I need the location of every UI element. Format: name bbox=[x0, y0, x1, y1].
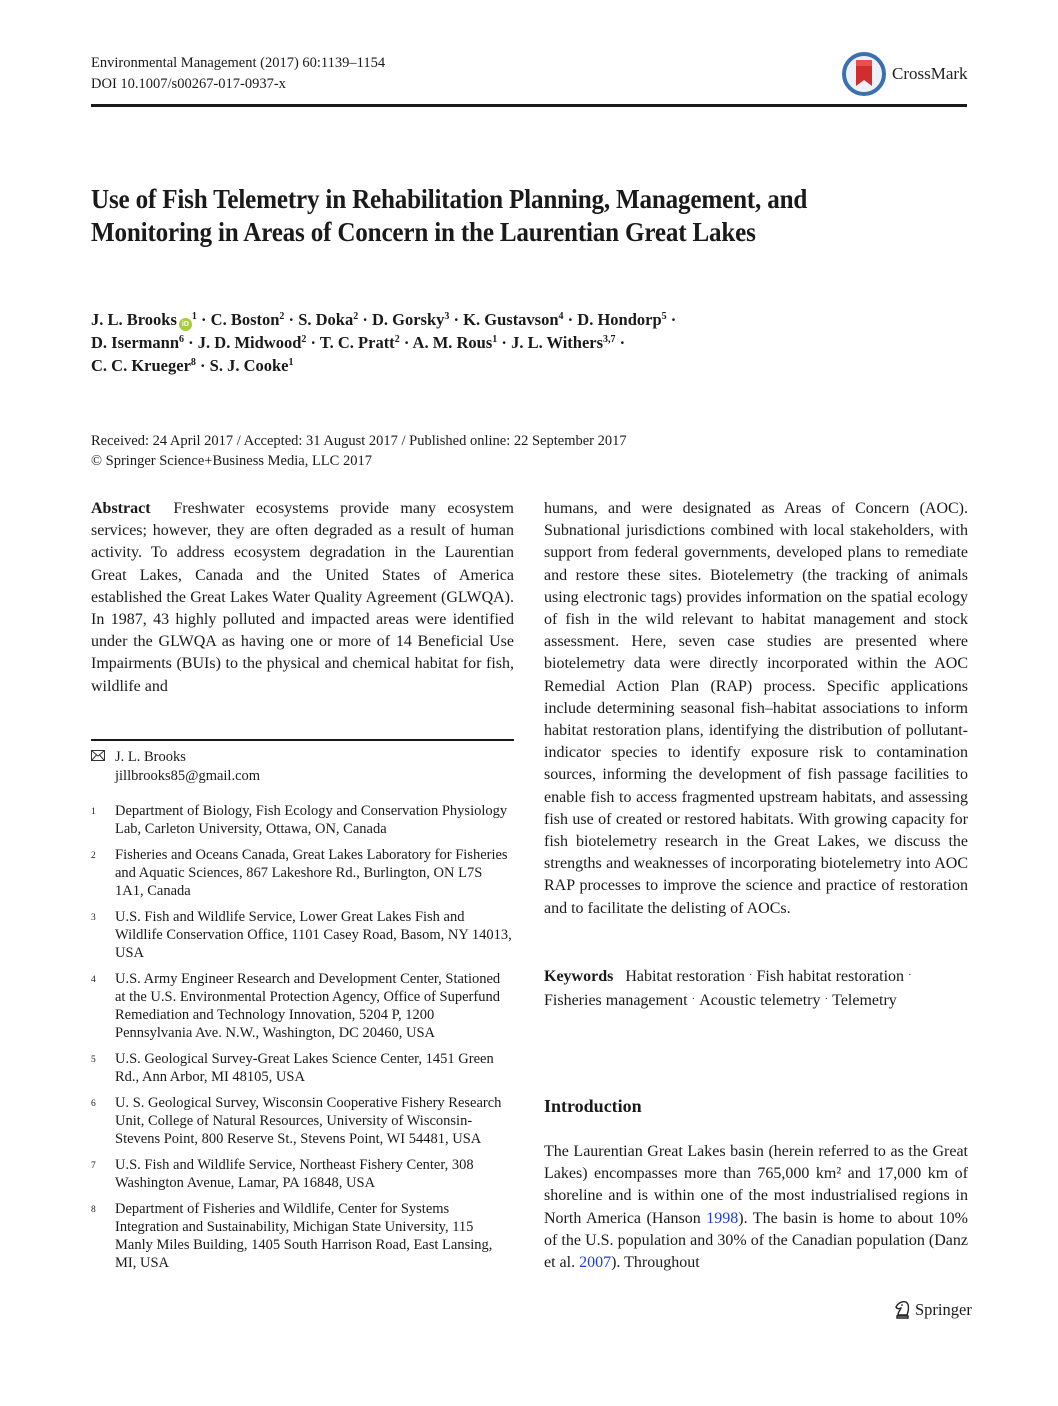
author bbox=[320, 333, 400, 352]
author-name: D. Gorsky bbox=[371, 310, 445, 329]
intro-text-part: ). Throughout bbox=[611, 1254, 700, 1272]
affiliation-text: U.S. Geological Survey-Great Lakes Science Center, 1451 Green Rd., Ann Arbor, MI 48105, USA bbox=[115, 1051, 494, 1085]
affiliation-number: 1 bbox=[91, 807, 96, 817]
author-name: D. Hondorp bbox=[577, 310, 662, 329]
author-separator: · bbox=[563, 310, 578, 329]
affiliation-number: 5 bbox=[91, 1055, 96, 1065]
corresponding-author: J. L. Brooks bbox=[115, 749, 186, 765]
affiliation-text: U.S. Fish and Wildlife Service, Northeast Fishery Center, 308 Washington Avenue, Lamar, PA 16848, USA bbox=[115, 1157, 474, 1191]
author-separator: · bbox=[184, 333, 198, 352]
keyword-separator: · bbox=[824, 993, 829, 1005]
author-name: C. Boston bbox=[210, 310, 280, 329]
author-separator: · bbox=[615, 333, 626, 352]
author bbox=[211, 310, 285, 329]
author bbox=[372, 310, 449, 329]
doi[interactable]: DOI 10.1007/s00267-017-0937-x bbox=[91, 76, 286, 92]
author bbox=[210, 356, 294, 375]
affiliation bbox=[91, 908, 514, 962]
author bbox=[91, 310, 197, 329]
author-name: S. J. Cooke bbox=[209, 356, 289, 375]
crossmark-badge[interactable] bbox=[842, 52, 968, 96]
affiliation-text: Department of Biology, Fish Ecology and Conservation Physiology Lab, Carleton University, Ottawa, ON, Canada bbox=[115, 803, 508, 837]
keyword-separator: · bbox=[748, 969, 753, 981]
author-name: J. L. Withers bbox=[511, 333, 604, 352]
author-affiliation-marker: 2 bbox=[279, 311, 285, 322]
journal-header bbox=[91, 53, 385, 95]
affiliation-number: 8 bbox=[91, 1205, 96, 1215]
author bbox=[413, 333, 498, 352]
abstract-left bbox=[91, 498, 514, 698]
author-name: C. C. Krueger bbox=[91, 356, 191, 375]
author-name: T. C. Pratt bbox=[319, 333, 395, 352]
author bbox=[577, 310, 666, 329]
author-affiliation-marker: 2 bbox=[301, 334, 307, 345]
affiliation bbox=[91, 970, 514, 1042]
author-name: A. M. Rous bbox=[412, 333, 493, 352]
author-affiliation-marker: 1 bbox=[288, 357, 294, 368]
author bbox=[91, 356, 196, 375]
citation-link[interactable]: 1998 bbox=[706, 1209, 739, 1227]
corresponding-email[interactable]: jillbrooks85@gmail.com bbox=[115, 768, 261, 784]
author-list bbox=[91, 308, 791, 377]
keyword: Fisheries management bbox=[544, 992, 688, 1009]
author bbox=[511, 333, 615, 352]
author-affiliation-marker: 3,7 bbox=[603, 334, 616, 345]
envelope-icon bbox=[91, 748, 107, 786]
author bbox=[298, 310, 358, 329]
affiliation bbox=[91, 1156, 514, 1192]
author-name: J. D. Midwood bbox=[197, 333, 302, 352]
footnote-divider bbox=[91, 739, 514, 741]
affiliation bbox=[91, 802, 514, 838]
author-name: J. L. Brooks bbox=[91, 310, 177, 329]
author-name: S. Doka bbox=[298, 310, 354, 329]
author-separator: · bbox=[195, 356, 210, 375]
affiliation-text: U.S. Fish and Wildlife Service, Lower Great Lakes Fish and Wildlife Conservation Office, 1101 Casey Road, Basom, NY 14013, USA bbox=[115, 909, 512, 961]
author-separator: · bbox=[497, 333, 512, 352]
keywords bbox=[544, 964, 974, 1012]
introduction-text bbox=[544, 1141, 968, 1274]
affiliation-number: 6 bbox=[91, 1099, 96, 1109]
section-heading-introduction: Introduction bbox=[544, 1096, 642, 1116]
keywords-label: Keywords bbox=[544, 968, 614, 985]
author-separator: · bbox=[284, 310, 299, 329]
abstract-label: Abstract bbox=[91, 500, 151, 517]
keyword-separator: · bbox=[908, 969, 912, 981]
keyword: Telemetry bbox=[832, 992, 897, 1009]
citation-link[interactable]: 2007 bbox=[579, 1254, 612, 1272]
keyword: Habitat restoration bbox=[625, 968, 745, 985]
author-separator: · bbox=[196, 310, 211, 329]
affiliation-number: 2 bbox=[91, 851, 96, 861]
author-separator: · bbox=[358, 310, 372, 329]
intro-text-part: The Laurentian Great Lakes basin (herein referred to as the Great Lakes) encompasses more than 765,000 km² and 17,000 km of shoreline and is within one of the most industrialised regions in North America (Hanson bbox=[544, 1143, 968, 1227]
keyword-separator: · bbox=[691, 993, 696, 1005]
author-affiliation-marker: 1 bbox=[191, 311, 197, 322]
publisher-logo bbox=[893, 1300, 972, 1320]
correspondence bbox=[91, 748, 260, 786]
intro-text-part: ). The basin is home to about 10% of the U.S. population and 30% of the Canadian population (Danz et al. bbox=[544, 1209, 968, 1272]
author-name: D. Isermann bbox=[91, 333, 180, 352]
affiliations-list bbox=[91, 802, 514, 1280]
author-affiliation-marker: 8 bbox=[190, 357, 196, 368]
affiliation-number: 7 bbox=[91, 1161, 96, 1171]
orcid-icon[interactable]: iD bbox=[179, 318, 192, 331]
affiliation bbox=[91, 846, 514, 900]
author-affiliation-marker: 1 bbox=[492, 334, 498, 345]
affiliation-text: Fisheries and Oceans Canada, Great Lakes Laboratory for Fisheries and Aquatic Sciences, 867 Lakeshore Rd., Burlington, ON L7S 1A1, Canada bbox=[115, 847, 508, 899]
author-affiliation-marker: 6 bbox=[179, 334, 185, 345]
affiliation bbox=[91, 1200, 514, 1272]
author-affiliation-marker: 2 bbox=[394, 334, 400, 345]
affiliation-text: U. S. Geological Survey, Wisconsin Cooperative Fishery Research Unit, College of Natural Resources, University of Wisconsin-Stevens Point, 800 Reserve St., Stevens Point, WI 54481, USA bbox=[115, 1095, 502, 1147]
article-title: Use of Fish Telemetry in Rehabilitation Planning, Management, and Monitoring in Areas of Concern in the Laurentian Great Lakes bbox=[91, 184, 808, 247]
author-separator: · bbox=[306, 333, 320, 352]
author-separator: · bbox=[399, 333, 413, 352]
affiliation-text: Department of Fisheries and Wildlife, Center for Systems Integration and Sustainability, Michigan State University, 115 Manly Miles Building, 1405 South Harrison Road, East Lansing, MI, USA bbox=[115, 1201, 493, 1271]
affiliation-number: 4 bbox=[91, 975, 96, 985]
author bbox=[198, 333, 307, 352]
header-divider bbox=[91, 104, 967, 107]
crossmark-label: CrossMark bbox=[892, 64, 968, 83]
affiliation-number: 3 bbox=[91, 913, 96, 923]
publisher-name: Springer bbox=[915, 1300, 972, 1319]
abstract-text-left: Freshwater ecosystems provide many ecosystem services; however, they are often degraded as a result of human activity. To address ecosystem degradation in the Laurentian Great Lakes, Canada and the United States of America established the Great Lakes Water Quality Agreement (GLWQA). In 1987, 43 highly polluted and impacted areas were identified under the GLWQA as having one or more of 14 Beneficial Use Impairments (BUIs) to the physical and chemical habitat for fish, wildlife and bbox=[91, 500, 515, 695]
author-name: K. Gustavson bbox=[463, 310, 559, 329]
keyword: Acoustic telemetry bbox=[699, 992, 821, 1009]
springer-knight-icon bbox=[893, 1300, 911, 1320]
journal-citation: Environmental Management (2017) 60:1139–1154 bbox=[91, 55, 386, 71]
dates-line: Received: 24 April 2017 / Accepted: 31 August 2017 / Published online: 22 September 2017 bbox=[91, 433, 627, 449]
keyword: Fish habitat restoration bbox=[756, 968, 905, 985]
author-affiliation-marker: 4 bbox=[558, 311, 564, 322]
author-affiliation-marker: 5 bbox=[661, 311, 667, 322]
abstract-right: humans, and were designated as Areas of Concern (AOC). Subnational jurisdictions combined with local stakeholders, with support from federal governments, developed plans to remediate and restore these sites. Biotelemetry (the tracking of animals using electronic tags) provides information on the spatial ecology of fish in the wild relevant to habitat management and stock assessment. Here, seven case studies are presented where biotelemetry data were directly incorporated within the AOC Remedial Action Plan (RAP) process. Specific applications include determining seasonal fish–habitat associations to inform habitat restoration plans, identifying the distribution of pollutant-indicator species to identify exposure risk to contamination sources, informing the development of fish passage facilities to enable fish to access fragmented upstream habitats, and assessing fish use of created or restored habitats. With growing capacity for fish biotelemetry research in the Great Lakes, we discuss the strengths and weaknesses of incorporating biotelemetry into AOC RAP processes to improve the science and practice of restoration and to facilitate the delisting of AOCs. bbox=[544, 500, 968, 917]
crossmark-icon bbox=[842, 52, 886, 96]
author-separator: · bbox=[449, 310, 464, 329]
author-affiliation-marker: 2 bbox=[353, 311, 359, 322]
affiliation bbox=[91, 1094, 514, 1148]
author-affiliation-marker: 3 bbox=[444, 311, 450, 322]
affiliation bbox=[91, 1050, 514, 1086]
publication-dates bbox=[91, 431, 627, 471]
author-separator: · bbox=[666, 310, 677, 329]
affiliation-text: U.S. Army Engineer Research and Development Center, Stationed at the U.S. Environmental Protection Agency, Office of Superfund Remediation and Technology Innovation, 5204 P, 1200 Pennsylvania Ave. N.W., Washington, DC 20460, USA bbox=[115, 971, 501, 1041]
copyright-line: © Springer Science+Business Media, LLC 2017 bbox=[91, 453, 372, 469]
author bbox=[463, 310, 563, 329]
author bbox=[91, 333, 184, 352]
